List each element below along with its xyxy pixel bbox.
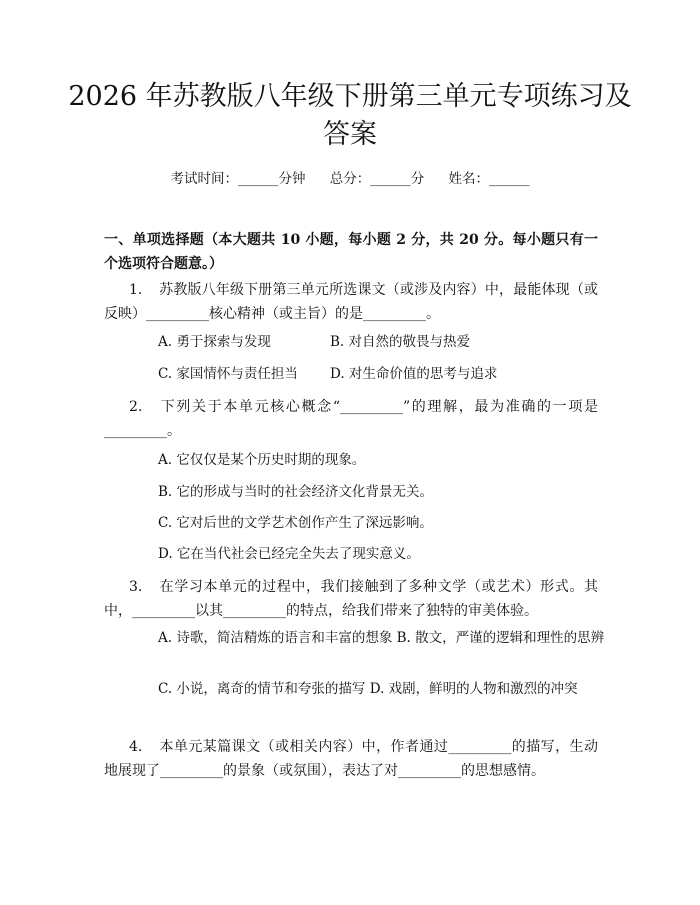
option-b: B. 对自然的敬畏与热爱 [330, 334, 471, 350]
question-text: 下列关于本单元核心概念“_________”的理解，最为准确的一项是_________。 [104, 399, 598, 439]
question-3 [104, 575, 598, 623]
question-text: 苏教版八年级下册第三单元所选课文（或涉及内容）中，最能体现（或反映）_________核心精神（或主旨）的是_________。 [104, 282, 598, 322]
question-1 [104, 278, 598, 326]
question-number: 4. [129, 739, 143, 755]
option-d: D. 它在当代社会已经完全失去了现实意义。 [158, 546, 420, 562]
option-b: B. 它的形成与当时的社会经济文化背景无关。 [158, 484, 434, 500]
question-text: 在学习本单元的过程中，我们接触到了多种文学（或艺术）形式。其中，_________以其_________的特点，给我们带来了独特的审美体验。 [104, 579, 598, 619]
section-heading: 一、单项选择题（本大题共 10 小题，每小题 2 分，共 20 分。每小题只有一个选项符合题意。） [104, 232, 598, 272]
total-score-field: 总分：______分 [329, 171, 425, 187]
question-number: 2. [129, 399, 143, 415]
question-4 [104, 735, 598, 783]
question-number: 3. [129, 579, 143, 595]
exam-info-line [0, 169, 700, 189]
option-row-cd: C. 小说，离奇的情节和夸张的描写 D. 戏剧，鲜明的人物和激烈的冲突 [158, 681, 578, 697]
question-2 [104, 395, 598, 443]
question-text: 本单元某篇课文（或相关内容）中，作者通过_________的描写，生动地展现了_________的景象（或氛围），表达了对_________的思想感情。 [104, 739, 598, 779]
option-c: C. 家国情怀与责任担当 [158, 366, 298, 382]
exam-time-field: 考试时间：______分钟 [170, 171, 306, 187]
question-number: 1. [129, 282, 143, 298]
option-c: C. 它对后世的文学艺术创作产生了深远影响。 [158, 515, 433, 531]
option-a: A. 勇于探索与发现 [158, 334, 271, 350]
option-row-ab: A. 诗歌，简洁精炼的语言和丰富的想象 B. 散文，严谨的逻辑和理性的思辨 [158, 630, 605, 646]
page-title: 2026 年苏教版八年级下册第三单元专项练习及答案 [68, 81, 632, 150]
option-d: D. 对生命价值的思考与追求 [330, 366, 498, 382]
option-a: A. 它仅仅是某个历史时期的现象。 [158, 452, 366, 468]
student-name-field: 姓名：______ [448, 171, 530, 187]
